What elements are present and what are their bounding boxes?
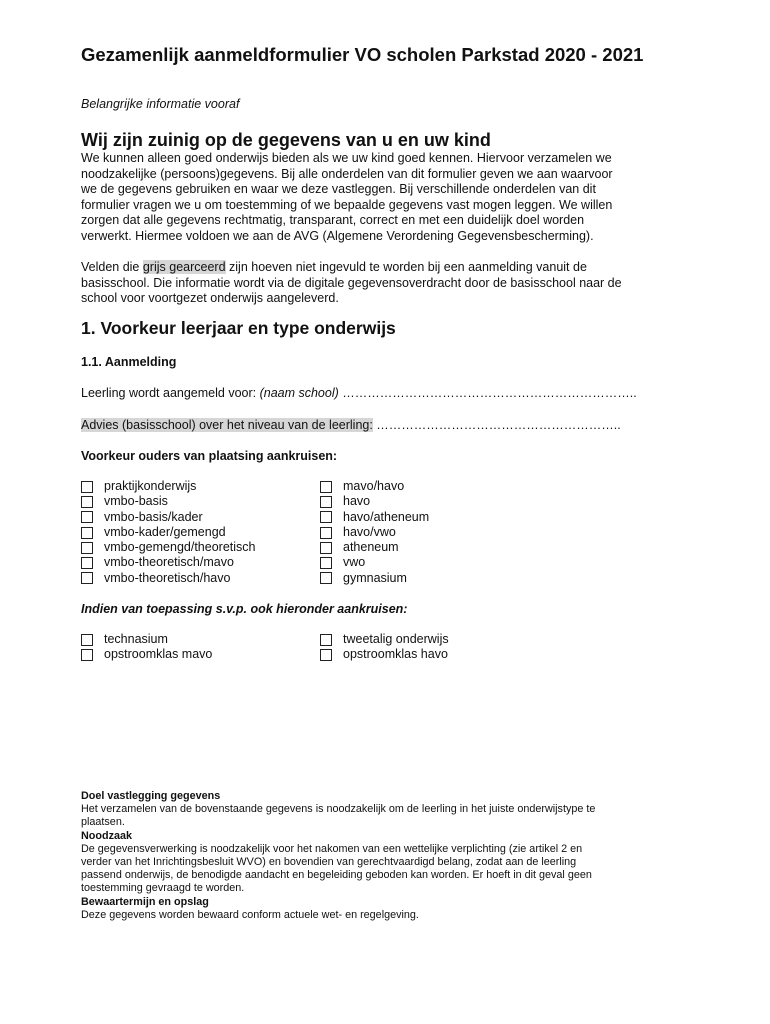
checkbox[interactable]: [320, 557, 332, 569]
checkbox[interactable]: [81, 557, 93, 569]
grey-line: [81, 260, 691, 276]
doel-line: plaatsen.: [81, 816, 125, 829]
option-label: opstroomklas havo: [343, 647, 448, 662]
options-left-column: [81, 479, 255, 586]
option-vmbo-kader-gemengd[interactable]: [81, 525, 255, 540]
checkbox[interactable]: [81, 496, 93, 508]
option-havo-vwo[interactable]: [320, 525, 429, 540]
indien-heading: Indien van toepassing s.v.p. ook hieronder aankruisen:: [81, 602, 408, 616]
option-havo-atheneum[interactable]: [320, 510, 429, 525]
voorkeur-heading: Voorkeur ouders van plaatsing aankruisen:: [81, 449, 338, 463]
option-gymnasium[interactable]: [320, 571, 429, 586]
checkbox[interactable]: [320, 634, 332, 646]
checkbox[interactable]: [81, 572, 93, 584]
option-label: opstroomklas mavo: [104, 647, 213, 662]
option-opstroomklas-havo[interactable]: [320, 647, 449, 662]
option-vwo[interactable]: [320, 555, 429, 570]
checkbox[interactable]: [81, 481, 93, 493]
extra-options-right-column: [320, 632, 449, 663]
noodzaak-heading: Noodzaak: [81, 829, 132, 842]
option-label: vmbo-theoretisch/mavo: [104, 555, 234, 570]
option-label: vwo: [343, 555, 366, 570]
bewaar-heading: Bewaartermijn en opslag: [81, 895, 209, 908]
advies-field-row: [81, 418, 621, 432]
intro-line: noodzakelijke (persoons)gegevens. Bij alle onderdelen van dit formulier geven we aan waarvoor: [81, 166, 613, 181]
checkbox[interactable]: [320, 496, 332, 508]
option-vmbo-theoretisch-mavo[interactable]: [81, 555, 255, 570]
bewaar-line: Deze gegevens worden bewaard conform actuele wet- en regelgeving.: [81, 908, 419, 921]
option-label: vmbo-kader/gemengd: [104, 524, 226, 539]
doel-heading: Doel vastlegging gegevens: [81, 790, 221, 802]
intro-line: verwerkt. Hiermee voldoen we aan de AVG (Algemene Verordening Gegevensbescherming).: [81, 228, 594, 243]
option-havo[interactable]: [320, 494, 429, 509]
option-label: gymnasium: [343, 570, 407, 585]
option-label: havo/vwo: [343, 524, 396, 539]
checkbox[interactable]: [81, 649, 93, 661]
option-label: havo: [343, 494, 371, 509]
section-1-heading: 1. Voorkeur leerjaar en type onderwijs: [81, 318, 396, 338]
checkbox[interactable]: [81, 527, 93, 539]
option-label: technasium: [104, 632, 168, 646]
grey-line: basisschool. Die informatie wordt via de digitale gegevensoverdracht door de basisschool naar de: [81, 275, 622, 290]
option-vmbo-basis[interactable]: [81, 494, 255, 509]
intro-line: we de gegevens gebruiken en waar we deze vastleggen. Bij verschillende onderdelen van dit: [81, 182, 596, 196]
checkbox[interactable]: [320, 542, 332, 554]
option-label: vmbo-theoretisch/havo: [104, 570, 231, 585]
option-label: tweetalig onderwijs: [343, 632, 449, 646]
checkbox[interactable]: [320, 511, 332, 523]
noodzaak-line: verder van het Inrichtingsbesluit WVO) en bovendien van gerechtvaardigd belang, zodat aan de leerling: [81, 856, 577, 869]
option-tweetalig-onderwijs[interactable]: [320, 632, 449, 647]
option-mavo-havo[interactable]: [320, 479, 429, 494]
option-label: vmbo-gemengd/theoretisch: [104, 540, 256, 555]
grey-highlight-text: grijs gearceerd: [142, 260, 226, 274]
checkbox[interactable]: [81, 634, 93, 646]
advies-field-label: Advies (basisschool) over het niveau van de leerling:: [81, 418, 373, 432]
extra-options-left-column: [81, 632, 212, 663]
data-purpose-block: [81, 790, 701, 922]
privacy-intro-paragraph: [81, 151, 691, 244]
privacy-heading: Wij zijn zuinig op de gegevens van u en uw kind: [81, 130, 491, 150]
page-subtitle: Belangrijke informatie vooraf: [81, 97, 240, 111]
option-label: atheneum: [343, 540, 399, 555]
option-label: havo/atheneum: [343, 509, 430, 524]
option-atheneum[interactable]: [320, 540, 429, 555]
option-label: vmbo-basis: [104, 494, 168, 509]
school-field-row: [81, 386, 637, 400]
grey-post-text: zijn hoeven niet ingevuld te worden bij een aanmelding vanuit de: [225, 260, 587, 274]
checkbox[interactable]: [81, 511, 93, 523]
option-technasium[interactable]: [81, 632, 212, 647]
school-field-hint: (naam school): [259, 386, 339, 400]
checkbox[interactable]: [320, 572, 332, 584]
checkbox[interactable]: [320, 481, 332, 493]
grey-pre-text: Velden die: [81, 260, 143, 274]
checkbox[interactable]: [81, 542, 93, 554]
school-field-input[interactable]: ……………………………………………………………..: [338, 386, 637, 400]
grey-line: school voor voortgezet onderwijs aangeleverd.: [81, 291, 339, 305]
noodzaak-line: toestemming gevraagd te worden.: [81, 882, 245, 895]
option-praktijkonderwijs[interactable]: [81, 479, 255, 494]
subsection-1-1-heading: 1.1. Aanmelding: [81, 355, 177, 369]
option-label: mavo/havo: [343, 479, 405, 493]
option-vmbo-gemengd-theoretisch[interactable]: [81, 540, 255, 555]
intro-line: formulier vragen we u om toestemming of we bepaalde gegevens vast mogen leggen. We willen: [81, 197, 613, 212]
advies-field-input[interactable]: …………………………………………………..: [372, 418, 621, 432]
page-title: Gezamenlijk aanmeldformulier VO scholen Parkstad 2020 - 2021: [81, 44, 644, 65]
checkbox[interactable]: [320, 527, 332, 539]
options-right-column: [320, 479, 429, 586]
checkbox[interactable]: [320, 649, 332, 661]
intro-line: We kunnen alleen goed onderwijs bieden als we uw kind goed kennen. Hiervoor verzamelen we: [81, 151, 612, 165]
school-field-label: Leerling wordt aangemeld voor:: [81, 386, 260, 400]
option-opstroomklas-mavo[interactable]: [81, 647, 212, 662]
noodzaak-line: passend onderwijs, de benodigde aandacht en begeleiding geboden kan worden. Er hoeft in dit geval geen: [81, 869, 592, 882]
option-label: vmbo-basis/kader: [104, 509, 203, 524]
doel-line: Het verzamelen van de bovenstaande gegevens is noodzakelijk om de leerling in het juiste onderwijstype te: [81, 803, 596, 816]
grey-fields-paragraph: [81, 260, 691, 307]
option-label: praktijkonderwijs: [104, 479, 197, 493]
noodzaak-line: De gegevensverwerking is noodzakelijk voor het nakomen van een wettelijke verplichting (zie artikel 2 en: [81, 842, 583, 855]
option-vmbo-theoretisch-havo[interactable]: [81, 571, 255, 586]
intro-line: zorgen dat alle gegevens rechtmatig, transparant, correct en met een duidelijk doel worden: [81, 213, 585, 227]
option-vmbo-basis-kader[interactable]: [81, 510, 255, 525]
